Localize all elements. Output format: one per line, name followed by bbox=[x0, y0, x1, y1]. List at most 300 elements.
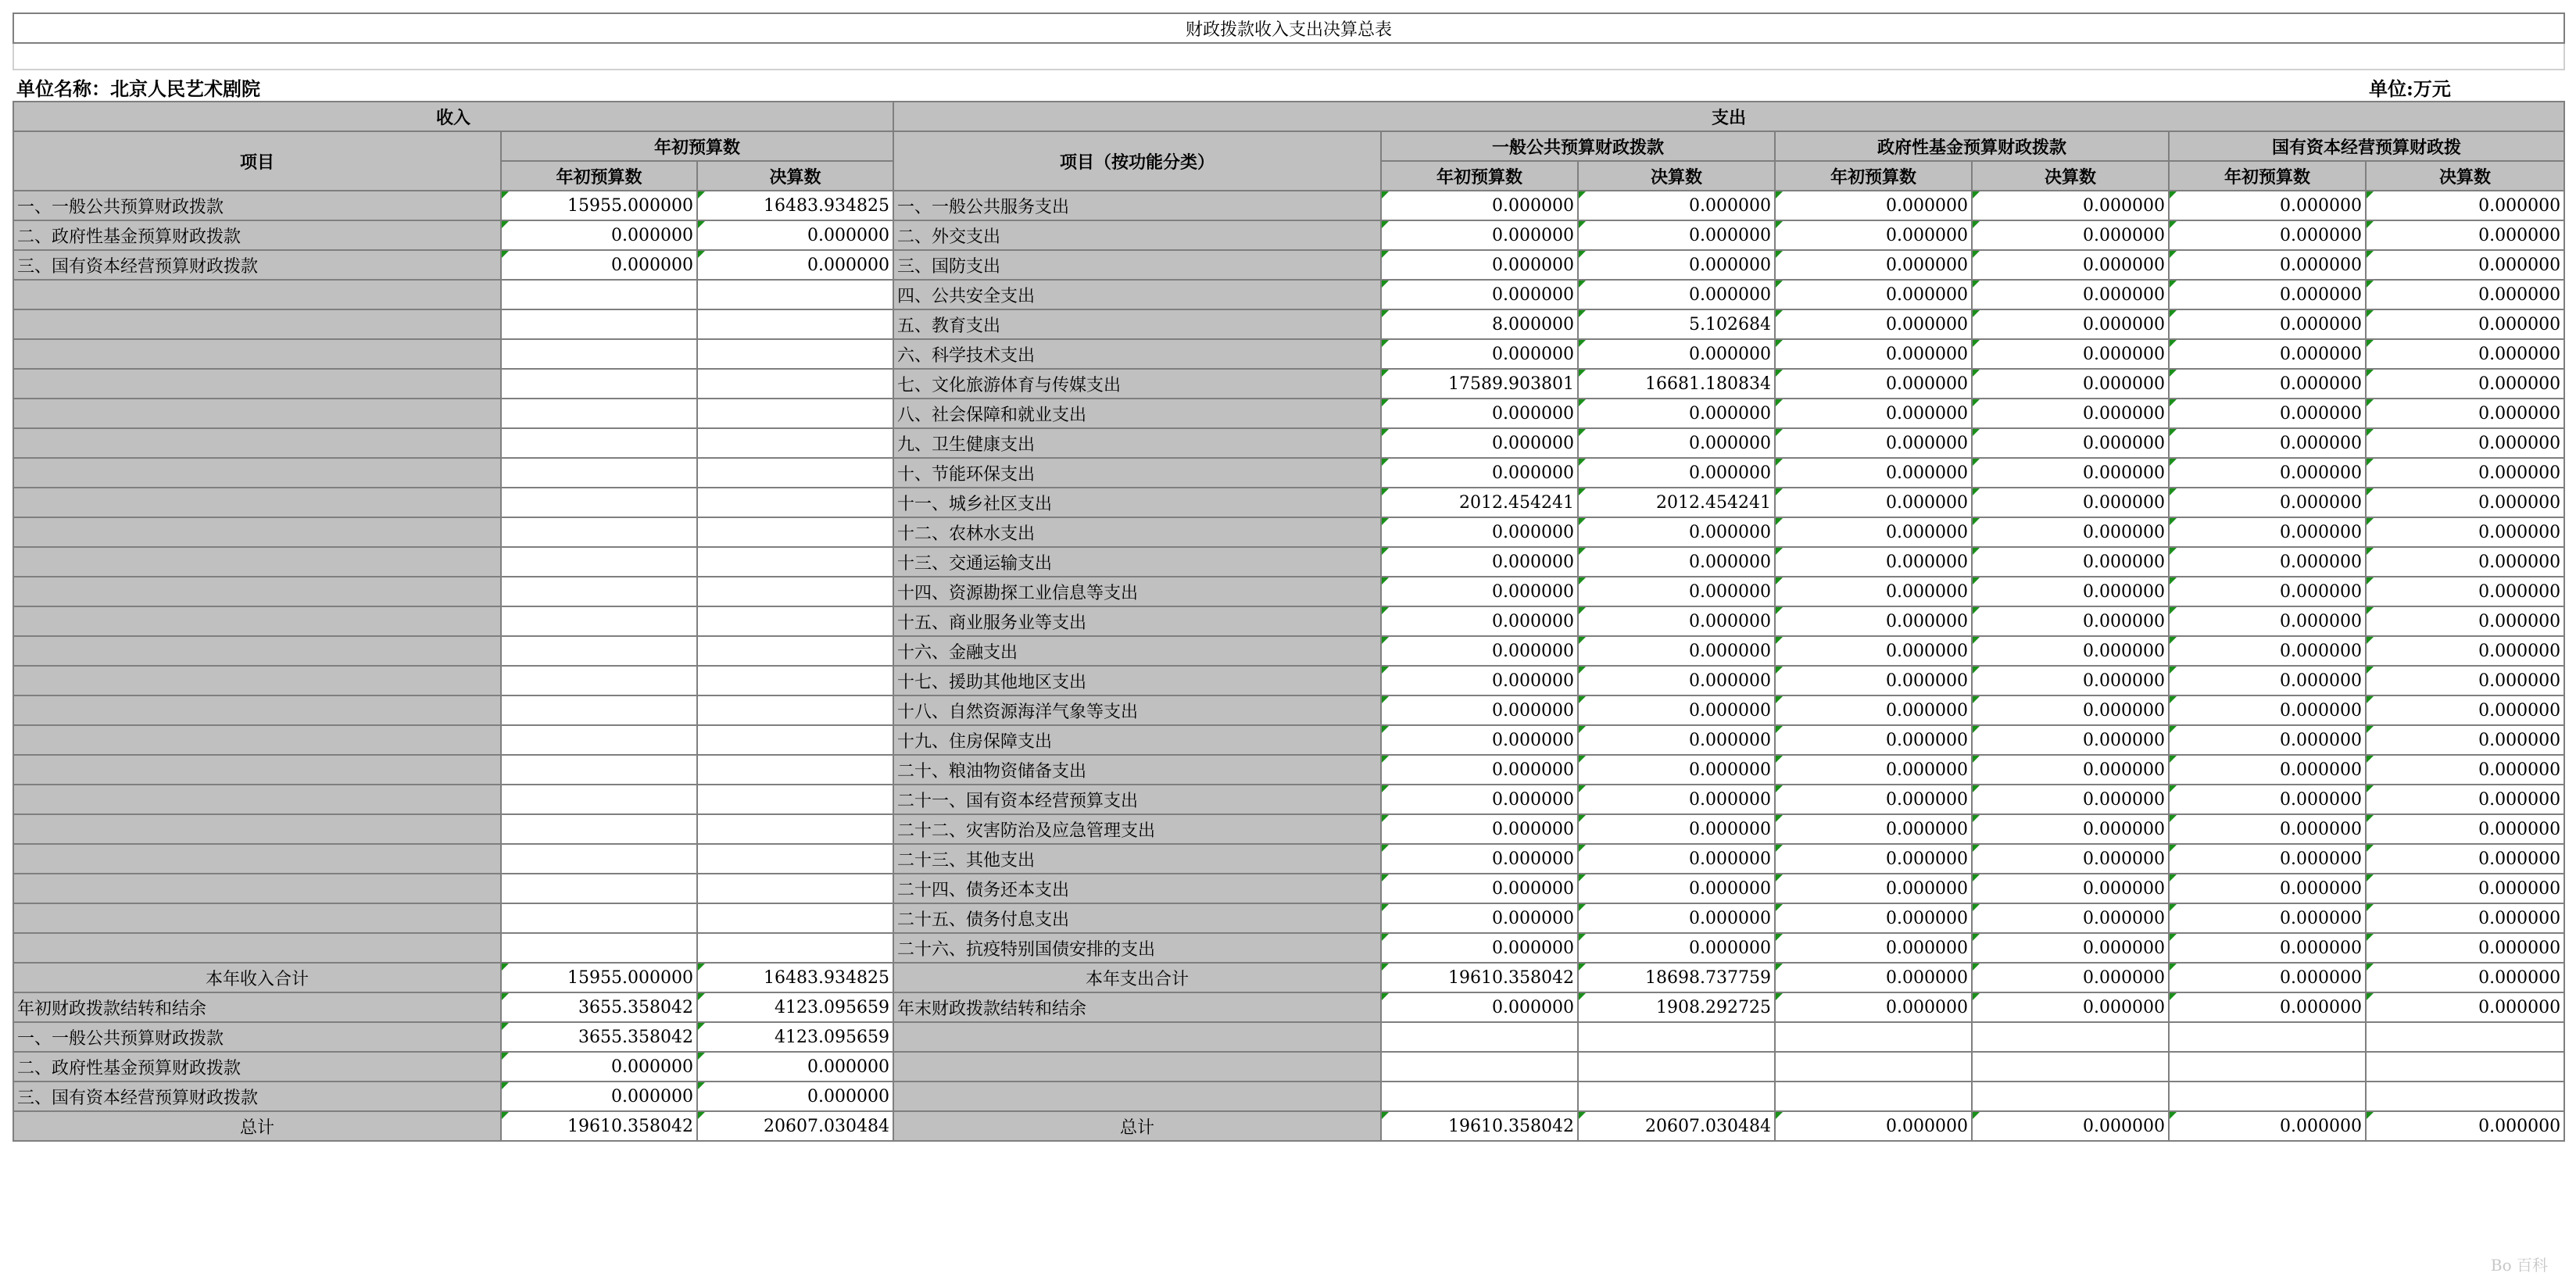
expense-value-cell[interactable]: 0.000000 bbox=[2169, 547, 2366, 577]
expense-item-cell[interactable]: 十八、自然资源海洋气象等支出 bbox=[893, 695, 1381, 725]
expense-value-cell[interactable]: 0.000000 bbox=[1775, 458, 1972, 488]
expense-value-cell[interactable]: 0.000000 bbox=[2366, 191, 2564, 220]
expense-value-cell[interactable]: 0.000000 bbox=[1775, 339, 1972, 369]
income-final-cell[interactable] bbox=[697, 695, 893, 725]
expense-item-cell[interactable]: 二十五、债务付息支出 bbox=[893, 903, 1381, 933]
income-final-cell[interactable]: 0.000000 bbox=[697, 1082, 893, 1111]
expense-item-cell[interactable]: 十九、住房保障支出 bbox=[893, 725, 1381, 755]
expense-item-cell[interactable]: 八、社会保障和就业支出 bbox=[893, 399, 1381, 428]
income-budget-cell[interactable]: 15955.000000 bbox=[501, 963, 697, 992]
expense-value-cell[interactable]: 0.000000 bbox=[2169, 903, 2366, 933]
expense-value-cell[interactable] bbox=[1381, 1082, 1578, 1111]
expense-value-cell[interactable]: 0.000000 bbox=[2366, 903, 2564, 933]
income-final-cell[interactable] bbox=[697, 606, 893, 636]
expense-value-cell[interactable]: 0.000000 bbox=[1578, 399, 1775, 428]
expense-value-cell[interactable]: 0.000000 bbox=[1578, 814, 1775, 844]
expense-item-cell[interactable]: 六、科学技术支出 bbox=[893, 339, 1381, 369]
expense-value-cell[interactable]: 0.000000 bbox=[1775, 577, 1972, 606]
expense-value-cell[interactable]: 0.000000 bbox=[1381, 577, 1578, 606]
income-budget-cell[interactable] bbox=[501, 844, 697, 874]
income-budget-cell[interactable] bbox=[501, 666, 697, 695]
income-final-cell[interactable] bbox=[697, 428, 893, 458]
income-item-cell[interactable]: 三、国有资本经营预算财政拨款 bbox=[13, 250, 501, 280]
expense-value-cell[interactable]: 0.000000 bbox=[1381, 458, 1578, 488]
expense-value-cell[interactable] bbox=[1775, 1022, 1972, 1052]
expense-value-cell[interactable]: 0.000000 bbox=[2169, 725, 2366, 755]
expense-value-cell[interactable]: 0.000000 bbox=[2366, 785, 2564, 814]
expense-item-cell[interactable]: 十一、城乡社区支出 bbox=[893, 488, 1381, 517]
expense-value-cell[interactable]: 0.000000 bbox=[2169, 785, 2366, 814]
expense-value-cell[interactable] bbox=[1972, 1082, 2169, 1111]
income-budget-cell[interactable] bbox=[501, 785, 697, 814]
expense-value-cell[interactable] bbox=[2366, 1052, 2564, 1082]
expense-value-cell[interactable]: 0.000000 bbox=[1775, 220, 1972, 250]
income-final-cell[interactable] bbox=[697, 488, 893, 517]
expense-value-cell[interactable]: 0.000000 bbox=[2169, 755, 2366, 785]
expense-item-cell[interactable]: 十七、援助其他地区支出 bbox=[893, 666, 1381, 695]
income-item-cell[interactable] bbox=[13, 577, 501, 606]
expense-value-cell[interactable]: 8.000000 bbox=[1381, 309, 1578, 339]
expense-value-cell[interactable]: 0.000000 bbox=[1381, 814, 1578, 844]
expense-value-cell[interactable]: 0.000000 bbox=[1972, 814, 2169, 844]
expense-value-cell[interactable]: 0.000000 bbox=[1578, 903, 1775, 933]
expense-value-cell[interactable]: 0.000000 bbox=[1972, 725, 2169, 755]
expense-value-cell[interactable]: 0.000000 bbox=[1775, 666, 1972, 695]
expense-value-cell[interactable] bbox=[2169, 1022, 2366, 1052]
expense-value-cell[interactable]: 0.000000 bbox=[1775, 280, 1972, 309]
income-item-cell[interactable] bbox=[13, 309, 501, 339]
expense-value-cell[interactable]: 0.000000 bbox=[1972, 755, 2169, 785]
expense-value-cell[interactable]: 17589.903801 bbox=[1381, 369, 1578, 399]
expense-value-cell[interactable]: 0.000000 bbox=[1972, 992, 2169, 1022]
expense-value-cell[interactable]: 0.000000 bbox=[1775, 309, 1972, 339]
expense-item-cell[interactable]: 十二、农林水支出 bbox=[893, 517, 1381, 547]
income-final-cell[interactable]: 0.000000 bbox=[697, 250, 893, 280]
income-item-cell[interactable] bbox=[13, 369, 501, 399]
expense-item-cell[interactable]: 年末财政拨款结转和结余 bbox=[893, 992, 1381, 1022]
expense-value-cell[interactable]: 0.000000 bbox=[1972, 636, 2169, 666]
expense-value-cell[interactable]: 0.000000 bbox=[1972, 844, 2169, 874]
income-final-cell[interactable]: 0.000000 bbox=[697, 220, 893, 250]
expense-value-cell[interactable]: 0.000000 bbox=[1578, 785, 1775, 814]
expense-value-cell[interactable]: 0.000000 bbox=[1775, 725, 1972, 755]
income-final-cell[interactable] bbox=[697, 725, 893, 755]
expense-value-cell[interactable]: 0.000000 bbox=[1578, 220, 1775, 250]
expense-item-cell[interactable]: 二十、粮油物资储备支出 bbox=[893, 755, 1381, 785]
expense-value-cell[interactable] bbox=[1972, 1052, 2169, 1082]
income-item-cell[interactable]: 本年收入合计 bbox=[13, 963, 501, 992]
expense-value-cell[interactable]: 0.000000 bbox=[1972, 933, 2169, 963]
expense-value-cell[interactable]: 0.000000 bbox=[1972, 874, 2169, 903]
expense-value-cell[interactable]: 0.000000 bbox=[2366, 399, 2564, 428]
expense-value-cell[interactable]: 0.000000 bbox=[1972, 547, 2169, 577]
expense-value-cell[interactable]: 0.000000 bbox=[2169, 577, 2366, 606]
income-budget-cell[interactable] bbox=[501, 577, 697, 606]
expense-value-cell[interactable]: 0.000000 bbox=[2366, 458, 2564, 488]
expense-value-cell[interactable] bbox=[1578, 1022, 1775, 1052]
expense-item-cell[interactable]: 九、卫生健康支出 bbox=[893, 428, 1381, 458]
expense-value-cell[interactable]: 0.000000 bbox=[1578, 250, 1775, 280]
income-item-cell[interactable]: 二、政府性基金预算财政拨款 bbox=[13, 1052, 501, 1082]
income-final-cell[interactable] bbox=[697, 399, 893, 428]
expense-value-cell[interactable]: 0.000000 bbox=[1381, 339, 1578, 369]
expense-value-cell[interactable]: 0.000000 bbox=[1775, 903, 1972, 933]
expense-value-cell[interactable]: 0.000000 bbox=[1972, 399, 2169, 428]
income-final-cell[interactable]: 20607.030484 bbox=[697, 1111, 893, 1141]
expense-value-cell[interactable]: 0.000000 bbox=[1381, 517, 1578, 547]
expense-value-cell[interactable]: 19610.358042 bbox=[1381, 1111, 1578, 1141]
income-budget-cell[interactable] bbox=[501, 606, 697, 636]
income-final-cell[interactable] bbox=[697, 577, 893, 606]
income-item-cell[interactable]: 二、政府性基金预算财政拨款 bbox=[13, 220, 501, 250]
income-budget-cell[interactable]: 3655.358042 bbox=[501, 992, 697, 1022]
expense-value-cell[interactable]: 19610.358042 bbox=[1381, 963, 1578, 992]
expense-value-cell[interactable]: 0.000000 bbox=[1381, 250, 1578, 280]
expense-value-cell[interactable]: 0.000000 bbox=[2169, 963, 2366, 992]
expense-item-cell[interactable]: 十五、商业服务业等支出 bbox=[893, 606, 1381, 636]
income-budget-cell[interactable]: 3655.358042 bbox=[501, 1022, 697, 1052]
expense-value-cell[interactable] bbox=[1972, 1022, 2169, 1052]
expense-value-cell[interactable]: 0.000000 bbox=[1578, 191, 1775, 220]
expense-value-cell[interactable]: 0.000000 bbox=[1775, 547, 1972, 577]
income-budget-cell[interactable] bbox=[501, 280, 697, 309]
expense-item-cell[interactable] bbox=[893, 1052, 1381, 1082]
expense-value-cell[interactable]: 0.000000 bbox=[1775, 191, 1972, 220]
income-item-cell[interactable] bbox=[13, 814, 501, 844]
expense-value-cell[interactable]: 0.000000 bbox=[1381, 992, 1578, 1022]
expense-value-cell[interactable]: 0.000000 bbox=[2169, 220, 2366, 250]
expense-value-cell[interactable]: 16681.180834 bbox=[1578, 369, 1775, 399]
expense-value-cell[interactable]: 0.000000 bbox=[1578, 577, 1775, 606]
expense-value-cell[interactable]: 0.000000 bbox=[2366, 666, 2564, 695]
expense-value-cell[interactable]: 0.000000 bbox=[2169, 369, 2366, 399]
expense-item-cell[interactable]: 四、公共安全支出 bbox=[893, 280, 1381, 309]
expense-value-cell[interactable] bbox=[2169, 1052, 2366, 1082]
income-item-cell[interactable] bbox=[13, 280, 501, 309]
expense-value-cell[interactable]: 0.000000 bbox=[2366, 844, 2564, 874]
expense-value-cell[interactable]: 0.000000 bbox=[1972, 220, 2169, 250]
income-budget-cell[interactable] bbox=[501, 428, 697, 458]
expense-value-cell[interactable]: 0.000000 bbox=[2169, 636, 2366, 666]
income-budget-cell[interactable] bbox=[501, 755, 697, 785]
expense-value-cell[interactable]: 0.000000 bbox=[1578, 874, 1775, 903]
expense-value-cell[interactable]: 18698.737759 bbox=[1578, 963, 1775, 992]
income-item-cell[interactable] bbox=[13, 428, 501, 458]
expense-value-cell[interactable]: 0.000000 bbox=[1972, 903, 2169, 933]
expense-value-cell[interactable]: 0.000000 bbox=[1972, 309, 2169, 339]
income-item-cell[interactable] bbox=[13, 517, 501, 547]
income-item-cell[interactable] bbox=[13, 725, 501, 755]
expense-value-cell[interactable]: 0.000000 bbox=[1972, 488, 2169, 517]
expense-value-cell[interactable]: 20607.030484 bbox=[1578, 1111, 1775, 1141]
expense-value-cell[interactable]: 0.000000 bbox=[1578, 933, 1775, 963]
expense-value-cell[interactable]: 0.000000 bbox=[2366, 695, 2564, 725]
expense-value-cell[interactable]: 0.000000 bbox=[1775, 399, 1972, 428]
income-budget-cell[interactable] bbox=[501, 339, 697, 369]
expense-value-cell[interactable]: 0.000000 bbox=[2366, 517, 2564, 547]
expense-value-cell[interactable]: 0.000000 bbox=[2169, 399, 2366, 428]
expense-value-cell[interactable]: 2012.454241 bbox=[1381, 488, 1578, 517]
income-final-cell[interactable] bbox=[697, 636, 893, 666]
expense-value-cell[interactable]: 0.000000 bbox=[2366, 220, 2564, 250]
income-item-cell[interactable] bbox=[13, 399, 501, 428]
expense-value-cell[interactable] bbox=[2366, 1022, 2564, 1052]
income-item-cell[interactable] bbox=[13, 785, 501, 814]
income-item-cell[interactable]: 年初财政拨款结转和结余 bbox=[13, 992, 501, 1022]
expense-value-cell[interactable]: 0.000000 bbox=[1578, 755, 1775, 785]
income-final-cell[interactable] bbox=[697, 903, 893, 933]
expense-value-cell[interactable]: 0.000000 bbox=[2366, 369, 2564, 399]
expense-value-cell[interactable] bbox=[1381, 1022, 1578, 1052]
expense-value-cell[interactable]: 0.000000 bbox=[1972, 695, 2169, 725]
income-item-cell[interactable]: 三、国有资本经营预算财政拨款 bbox=[13, 1082, 501, 1111]
income-final-cell[interactable] bbox=[697, 517, 893, 547]
expense-value-cell[interactable]: 0.000000 bbox=[2169, 280, 2366, 309]
income-budget-cell[interactable] bbox=[501, 903, 697, 933]
expense-value-cell[interactable]: 0.000000 bbox=[1578, 458, 1775, 488]
expense-value-cell[interactable]: 0.000000 bbox=[1381, 666, 1578, 695]
expense-value-cell[interactable]: 0.000000 bbox=[1381, 725, 1578, 755]
expense-value-cell[interactable]: 0.000000 bbox=[2169, 695, 2366, 725]
expense-item-cell[interactable]: 十四、资源勘探工业信息等支出 bbox=[893, 577, 1381, 606]
expense-value-cell[interactable]: 0.000000 bbox=[1972, 191, 2169, 220]
income-budget-cell[interactable]: 0.000000 bbox=[501, 220, 697, 250]
expense-item-cell[interactable]: 二十三、其他支出 bbox=[893, 844, 1381, 874]
expense-value-cell[interactable]: 0.000000 bbox=[1972, 250, 2169, 280]
expense-value-cell[interactable]: 0.000000 bbox=[1381, 428, 1578, 458]
expense-value-cell[interactable]: 0.000000 bbox=[2169, 1111, 2366, 1141]
expense-item-cell[interactable]: 二十六、抗疫特别国债安排的支出 bbox=[893, 933, 1381, 963]
expense-item-cell[interactable]: 二十二、灾害防治及应急管理支出 bbox=[893, 814, 1381, 844]
expense-value-cell[interactable]: 0.000000 bbox=[1381, 695, 1578, 725]
income-item-cell[interactable] bbox=[13, 458, 501, 488]
income-budget-cell[interactable]: 19610.358042 bbox=[501, 1111, 697, 1141]
expense-value-cell[interactable]: 0.000000 bbox=[1972, 785, 2169, 814]
expense-value-cell[interactable] bbox=[1578, 1082, 1775, 1111]
expense-value-cell[interactable]: 0.000000 bbox=[1972, 606, 2169, 636]
income-final-cell[interactable] bbox=[697, 369, 893, 399]
expense-value-cell[interactable]: 0.000000 bbox=[2169, 428, 2366, 458]
income-item-cell[interactable]: 一、一般公共预算财政拨款 bbox=[13, 1022, 501, 1052]
expense-value-cell[interactable]: 0.000000 bbox=[2169, 874, 2366, 903]
expense-value-cell[interactable]: 0.000000 bbox=[1972, 517, 2169, 547]
expense-value-cell[interactable]: 0.000000 bbox=[1381, 280, 1578, 309]
expense-value-cell[interactable] bbox=[2169, 1082, 2366, 1111]
expense-value-cell[interactable]: 0.000000 bbox=[2169, 992, 2366, 1022]
expense-value-cell[interactable]: 0.000000 bbox=[1775, 1111, 1972, 1141]
income-item-cell[interactable] bbox=[13, 636, 501, 666]
expense-item-cell[interactable]: 三、国防支出 bbox=[893, 250, 1381, 280]
expense-value-cell[interactable]: 0.000000 bbox=[2366, 963, 2564, 992]
income-budget-cell[interactable] bbox=[501, 725, 697, 755]
expense-value-cell[interactable]: 0.000000 bbox=[1578, 428, 1775, 458]
expense-item-cell[interactable]: 总计 bbox=[893, 1111, 1381, 1141]
income-budget-cell[interactable] bbox=[501, 488, 697, 517]
expense-value-cell[interactable]: 0.000000 bbox=[1775, 488, 1972, 517]
expense-value-cell[interactable]: 0.000000 bbox=[1775, 785, 1972, 814]
expense-value-cell[interactable]: 0.000000 bbox=[1775, 428, 1972, 458]
income-item-cell[interactable] bbox=[13, 933, 501, 963]
income-budget-cell[interactable]: 15955.000000 bbox=[501, 191, 697, 220]
expense-value-cell[interactable]: 0.000000 bbox=[1775, 992, 1972, 1022]
expense-value-cell[interactable]: 0.000000 bbox=[1381, 547, 1578, 577]
income-item-cell[interactable]: 总计 bbox=[13, 1111, 501, 1141]
expense-item-cell[interactable]: 二十一、国有资本经营预算支出 bbox=[893, 785, 1381, 814]
expense-value-cell[interactable]: 0.000000 bbox=[2366, 488, 2564, 517]
expense-value-cell[interactable]: 0.000000 bbox=[1972, 1111, 2169, 1141]
expense-value-cell[interactable]: 0.000000 bbox=[2169, 517, 2366, 547]
expense-value-cell[interactable]: 2012.454241 bbox=[1578, 488, 1775, 517]
expense-value-cell[interactable]: 0.000000 bbox=[2366, 755, 2564, 785]
income-final-cell[interactable]: 16483.934825 bbox=[697, 963, 893, 992]
income-item-cell[interactable]: 一、一般公共预算财政拨款 bbox=[13, 191, 501, 220]
expense-value-cell[interactable]: 0.000000 bbox=[1775, 606, 1972, 636]
expense-value-cell[interactable]: 0.000000 bbox=[2169, 309, 2366, 339]
income-item-cell[interactable] bbox=[13, 903, 501, 933]
expense-item-cell[interactable]: 二十四、债务还本支出 bbox=[893, 874, 1381, 903]
expense-value-cell[interactable]: 1908.292725 bbox=[1578, 992, 1775, 1022]
income-final-cell[interactable] bbox=[697, 280, 893, 309]
income-item-cell[interactable] bbox=[13, 695, 501, 725]
income-final-cell[interactable]: 0.000000 bbox=[697, 1052, 893, 1082]
expense-value-cell[interactable]: 0.000000 bbox=[2366, 577, 2564, 606]
expense-value-cell[interactable]: 0.000000 bbox=[1972, 577, 2169, 606]
expense-value-cell[interactable]: 0.000000 bbox=[1381, 636, 1578, 666]
expense-value-cell[interactable]: 0.000000 bbox=[2366, 428, 2564, 458]
income-item-cell[interactable] bbox=[13, 755, 501, 785]
expense-item-cell[interactable]: 二、外交支出 bbox=[893, 220, 1381, 250]
expense-value-cell[interactable]: 0.000000 bbox=[1972, 458, 2169, 488]
expense-value-cell[interactable]: 0.000000 bbox=[1972, 339, 2169, 369]
expense-value-cell[interactable]: 0.000000 bbox=[1578, 844, 1775, 874]
income-budget-cell[interactable]: 0.000000 bbox=[501, 250, 697, 280]
expense-value-cell[interactable]: 0.000000 bbox=[2169, 488, 2366, 517]
income-item-cell[interactable] bbox=[13, 488, 501, 517]
income-final-cell[interactable] bbox=[697, 547, 893, 577]
expense-item-cell[interactable]: 七、文化旅游体育与传媒支出 bbox=[893, 369, 1381, 399]
expense-item-cell[interactable]: 十六、金融支出 bbox=[893, 636, 1381, 666]
expense-value-cell[interactable]: 0.000000 bbox=[1775, 963, 1972, 992]
expense-value-cell[interactable] bbox=[2366, 1082, 2564, 1111]
expense-value-cell[interactable]: 0.000000 bbox=[1775, 874, 1972, 903]
expense-value-cell[interactable]: 0.000000 bbox=[1381, 191, 1578, 220]
expense-value-cell[interactable]: 0.000000 bbox=[2366, 933, 2564, 963]
income-budget-cell[interactable] bbox=[501, 517, 697, 547]
expense-value-cell[interactable]: 0.000000 bbox=[1381, 755, 1578, 785]
income-budget-cell[interactable] bbox=[501, 874, 697, 903]
income-final-cell[interactable] bbox=[697, 844, 893, 874]
income-final-cell[interactable] bbox=[697, 339, 893, 369]
expense-value-cell[interactable]: 0.000000 bbox=[2169, 339, 2366, 369]
expense-item-cell[interactable]: 一、一般公共服务支出 bbox=[893, 191, 1381, 220]
expense-value-cell[interactable]: 0.000000 bbox=[2169, 666, 2366, 695]
expense-value-cell[interactable]: 0.000000 bbox=[2366, 309, 2564, 339]
expense-value-cell[interactable]: 0.000000 bbox=[1775, 369, 1972, 399]
income-item-cell[interactable] bbox=[13, 874, 501, 903]
expense-value-cell[interactable]: 0.000000 bbox=[1578, 517, 1775, 547]
income-budget-cell[interactable] bbox=[501, 933, 697, 963]
expense-value-cell[interactable]: 0.000000 bbox=[1775, 755, 1972, 785]
income-budget-cell[interactable] bbox=[501, 695, 697, 725]
expense-value-cell[interactable]: 0.000000 bbox=[1381, 220, 1578, 250]
expense-value-cell[interactable]: 0.000000 bbox=[2366, 280, 2564, 309]
expense-value-cell[interactable]: 0.000000 bbox=[2366, 339, 2564, 369]
expense-value-cell[interactable]: 0.000000 bbox=[2169, 191, 2366, 220]
expense-value-cell[interactable]: 0.000000 bbox=[2366, 725, 2564, 755]
expense-value-cell[interactable]: 0.000000 bbox=[1775, 844, 1972, 874]
expense-value-cell[interactable]: 0.000000 bbox=[2366, 1111, 2564, 1141]
expense-value-cell[interactable]: 0.000000 bbox=[1972, 666, 2169, 695]
expense-value-cell[interactable]: 0.000000 bbox=[2366, 606, 2564, 636]
expense-value-cell[interactable]: 0.000000 bbox=[1578, 636, 1775, 666]
expense-item-cell[interactable] bbox=[893, 1082, 1381, 1111]
income-item-cell[interactable] bbox=[13, 339, 501, 369]
income-budget-cell[interactable] bbox=[501, 309, 697, 339]
income-budget-cell[interactable] bbox=[501, 458, 697, 488]
expense-value-cell[interactable]: 0.000000 bbox=[1775, 814, 1972, 844]
expense-value-cell[interactable]: 0.000000 bbox=[2366, 992, 2564, 1022]
expense-value-cell[interactable]: 0.000000 bbox=[1578, 725, 1775, 755]
income-budget-cell[interactable] bbox=[501, 369, 697, 399]
expense-value-cell[interactable]: 0.000000 bbox=[1972, 963, 2169, 992]
expense-item-cell[interactable]: 十、节能环保支出 bbox=[893, 458, 1381, 488]
expense-value-cell[interactable]: 0.000000 bbox=[2169, 933, 2366, 963]
income-final-cell[interactable] bbox=[697, 785, 893, 814]
expense-value-cell[interactable]: 0.000000 bbox=[1578, 339, 1775, 369]
expense-value-cell[interactable]: 0.000000 bbox=[1381, 874, 1578, 903]
income-budget-cell[interactable] bbox=[501, 547, 697, 577]
expense-value-cell[interactable]: 0.000000 bbox=[2366, 874, 2564, 903]
income-final-cell[interactable] bbox=[697, 755, 893, 785]
expense-value-cell[interactable]: 0.000000 bbox=[1972, 428, 2169, 458]
expense-value-cell[interactable] bbox=[1775, 1052, 1972, 1082]
expense-value-cell[interactable] bbox=[1381, 1052, 1578, 1082]
expense-value-cell[interactable]: 0.000000 bbox=[1381, 844, 1578, 874]
income-final-cell[interactable] bbox=[697, 458, 893, 488]
income-budget-cell[interactable]: 0.000000 bbox=[501, 1052, 697, 1082]
income-item-cell[interactable] bbox=[13, 666, 501, 695]
expense-value-cell[interactable]: 0.000000 bbox=[1381, 903, 1578, 933]
expense-value-cell[interactable]: 0.000000 bbox=[1775, 517, 1972, 547]
expense-value-cell[interactable] bbox=[1775, 1082, 1972, 1111]
expense-value-cell[interactable]: 0.000000 bbox=[2366, 547, 2564, 577]
income-final-cell[interactable] bbox=[697, 814, 893, 844]
expense-value-cell[interactable]: 0.000000 bbox=[1381, 399, 1578, 428]
expense-value-cell[interactable] bbox=[1578, 1052, 1775, 1082]
expense-item-cell[interactable] bbox=[893, 1022, 1381, 1052]
expense-item-cell[interactable]: 十三、交通运输支出 bbox=[893, 547, 1381, 577]
income-final-cell[interactable] bbox=[697, 874, 893, 903]
expense-value-cell[interactable]: 0.000000 bbox=[1972, 369, 2169, 399]
expense-value-cell[interactable]: 0.000000 bbox=[1578, 695, 1775, 725]
expense-value-cell[interactable]: 0.000000 bbox=[2366, 636, 2564, 666]
expense-value-cell[interactable]: 0.000000 bbox=[2169, 844, 2366, 874]
expense-value-cell[interactable]: 0.000000 bbox=[1381, 933, 1578, 963]
income-final-cell[interactable] bbox=[697, 933, 893, 963]
income-item-cell[interactable] bbox=[13, 844, 501, 874]
expense-value-cell[interactable]: 0.000000 bbox=[2366, 250, 2564, 280]
income-budget-cell[interactable] bbox=[501, 399, 697, 428]
expense-value-cell[interactable]: 0.000000 bbox=[1578, 547, 1775, 577]
income-final-cell[interactable]: 4123.095659 bbox=[697, 1022, 893, 1052]
income-item-cell[interactable] bbox=[13, 547, 501, 577]
expense-value-cell[interactable]: 0.000000 bbox=[1775, 250, 1972, 280]
income-final-cell[interactable]: 4123.095659 bbox=[697, 992, 893, 1022]
income-final-cell[interactable]: 16483.934825 bbox=[697, 191, 893, 220]
expense-value-cell[interactable]: 0.000000 bbox=[2169, 606, 2366, 636]
income-final-cell[interactable] bbox=[697, 666, 893, 695]
expense-value-cell[interactable]: 5.102684 bbox=[1578, 309, 1775, 339]
